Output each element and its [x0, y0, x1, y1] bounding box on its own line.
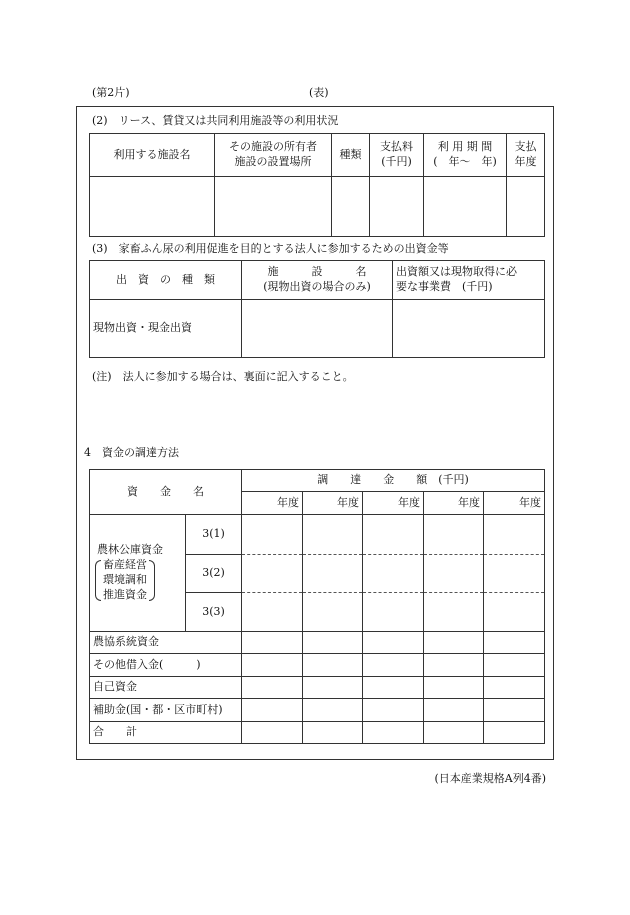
- year-col: 年度: [242, 492, 303, 515]
- sub-row-label: 3(3): [186, 593, 242, 632]
- col-period: 利 用 期 間 ( 年～ 年): [424, 134, 507, 177]
- year-col: 年度: [363, 492, 424, 515]
- lease-header-row: [90, 134, 545, 177]
- entry-cell[interactable]: [242, 593, 303, 632]
- investment-kind: 現物出資・現金出資: [90, 300, 242, 358]
- lease-entry-row: [90, 177, 545, 237]
- lease-table: [89, 133, 545, 237]
- entry-cell[interactable]: [424, 677, 484, 699]
- total-row: [90, 722, 545, 744]
- entry-cell[interactable]: [484, 722, 545, 744]
- fund-row: [90, 699, 545, 722]
- total-label: 合 計: [90, 722, 242, 744]
- fund-sub-brace: 畜産経営 環境調和 推進資金: [95, 558, 155, 603]
- entry-cell[interactable]: [484, 555, 545, 593]
- fund-row: [90, 677, 545, 699]
- investment-row: [90, 300, 545, 358]
- fund-label: 補助金(国・都・区市町村): [90, 699, 242, 722]
- section2-title: (2) リース、賃貸又は共同利用施設等の利用状況: [92, 114, 339, 127]
- fund-row: [90, 632, 545, 654]
- investment-table: [89, 260, 545, 358]
- entry-cell[interactable]: [363, 654, 424, 677]
- entry-cell[interactable]: [242, 677, 303, 699]
- fund-main-label: 農林公庫資金 畜産経営 環境調和 推進資金: [90, 515, 186, 632]
- entry-cell[interactable]: [507, 177, 545, 237]
- entry-cell[interactable]: [484, 632, 545, 654]
- entry-cell[interactable]: [363, 515, 424, 555]
- entry-cell[interactable]: [484, 593, 545, 632]
- entry-cell[interactable]: [242, 632, 303, 654]
- entry-cell[interactable]: [242, 300, 393, 358]
- entry-cell[interactable]: [424, 593, 484, 632]
- entry-cell[interactable]: [303, 593, 363, 632]
- entry-cell[interactable]: [424, 699, 484, 722]
- entry-cell[interactable]: [303, 677, 363, 699]
- col-owner-location: その施設の所有者 施設の設置場所: [215, 134, 332, 177]
- entry-cell[interactable]: [242, 699, 303, 722]
- entry-cell[interactable]: [424, 177, 507, 237]
- entry-cell[interactable]: [303, 722, 363, 744]
- col-payment: 支払料 (千円): [370, 134, 424, 177]
- side-label: (表): [309, 86, 329, 99]
- section3-title: (3) 家畜ふん尿の利用促進を目的とする法人に参加するための出資金等: [92, 242, 449, 255]
- entry-cell[interactable]: [393, 300, 545, 358]
- col-facility: 施 設 名 (現物出資の場合のみ): [242, 261, 393, 300]
- note: (注) 法人に参加する場合は、裏面に記入すること。: [92, 370, 354, 383]
- section4-title: 4 資金の調達方法: [84, 446, 179, 459]
- fund-row: [90, 515, 545, 555]
- year-col: 年度: [303, 492, 363, 515]
- entry-cell[interactable]: [363, 699, 424, 722]
- fund-row: [90, 654, 545, 677]
- entry-cell[interactable]: [303, 699, 363, 722]
- entry-cell[interactable]: [370, 177, 424, 237]
- footer-standard: (日本産業規格A列4番): [434, 772, 546, 785]
- entry-cell[interactable]: [363, 632, 424, 654]
- fund-label: その他借入金( ): [90, 654, 242, 677]
- entry-cell[interactable]: [303, 654, 363, 677]
- year-col: 年度: [484, 492, 545, 515]
- entry-cell[interactable]: [424, 654, 484, 677]
- col-funding-amount: 調 達 金 額 (千円): [242, 470, 545, 492]
- fund-label: 農協系統資金: [90, 632, 242, 654]
- entry-cell[interactable]: [303, 515, 363, 555]
- fund-label: 自己資金: [90, 677, 242, 699]
- entry-cell[interactable]: [303, 632, 363, 654]
- entry-cell[interactable]: [484, 654, 545, 677]
- entry-cell[interactable]: [484, 515, 545, 555]
- col-payment-year: 支払 年度: [507, 134, 545, 177]
- year-col: 年度: [424, 492, 484, 515]
- entry-cell[interactable]: [332, 177, 370, 237]
- entry-cell[interactable]: [424, 632, 484, 654]
- entry-cell[interactable]: [242, 722, 303, 744]
- entry-cell[interactable]: [363, 722, 424, 744]
- col-fund-name: 資 金 名: [90, 470, 242, 515]
- sub-row-label: 3(1): [186, 515, 242, 555]
- col-type: 種類: [332, 134, 370, 177]
- entry-cell[interactable]: [424, 722, 484, 744]
- entry-cell[interactable]: [363, 555, 424, 593]
- entry-cell[interactable]: [90, 177, 215, 237]
- entry-cell[interactable]: [424, 555, 484, 593]
- entry-cell[interactable]: [242, 555, 303, 593]
- sheet-number: (第2片): [92, 86, 130, 99]
- col-amount: 出資額又は現物取得に必 要な事業費 (千円): [393, 261, 545, 300]
- entry-cell[interactable]: [303, 555, 363, 593]
- sub-row-label: 3(2): [186, 555, 242, 593]
- funding-table: [89, 469, 545, 744]
- entry-cell[interactable]: [242, 654, 303, 677]
- funding-header-row: [90, 470, 545, 492]
- entry-cell[interactable]: [363, 677, 424, 699]
- entry-cell[interactable]: [424, 515, 484, 555]
- col-investment-type: 出 資 の 種 類: [90, 261, 242, 300]
- col-facility-name: 利用する施設名: [90, 134, 215, 177]
- entry-cell[interactable]: [215, 177, 332, 237]
- entry-cell[interactable]: [363, 593, 424, 632]
- entry-cell[interactable]: [242, 515, 303, 555]
- entry-cell[interactable]: [484, 677, 545, 699]
- investment-header-row: [90, 261, 545, 300]
- entry-cell[interactable]: [484, 699, 545, 722]
